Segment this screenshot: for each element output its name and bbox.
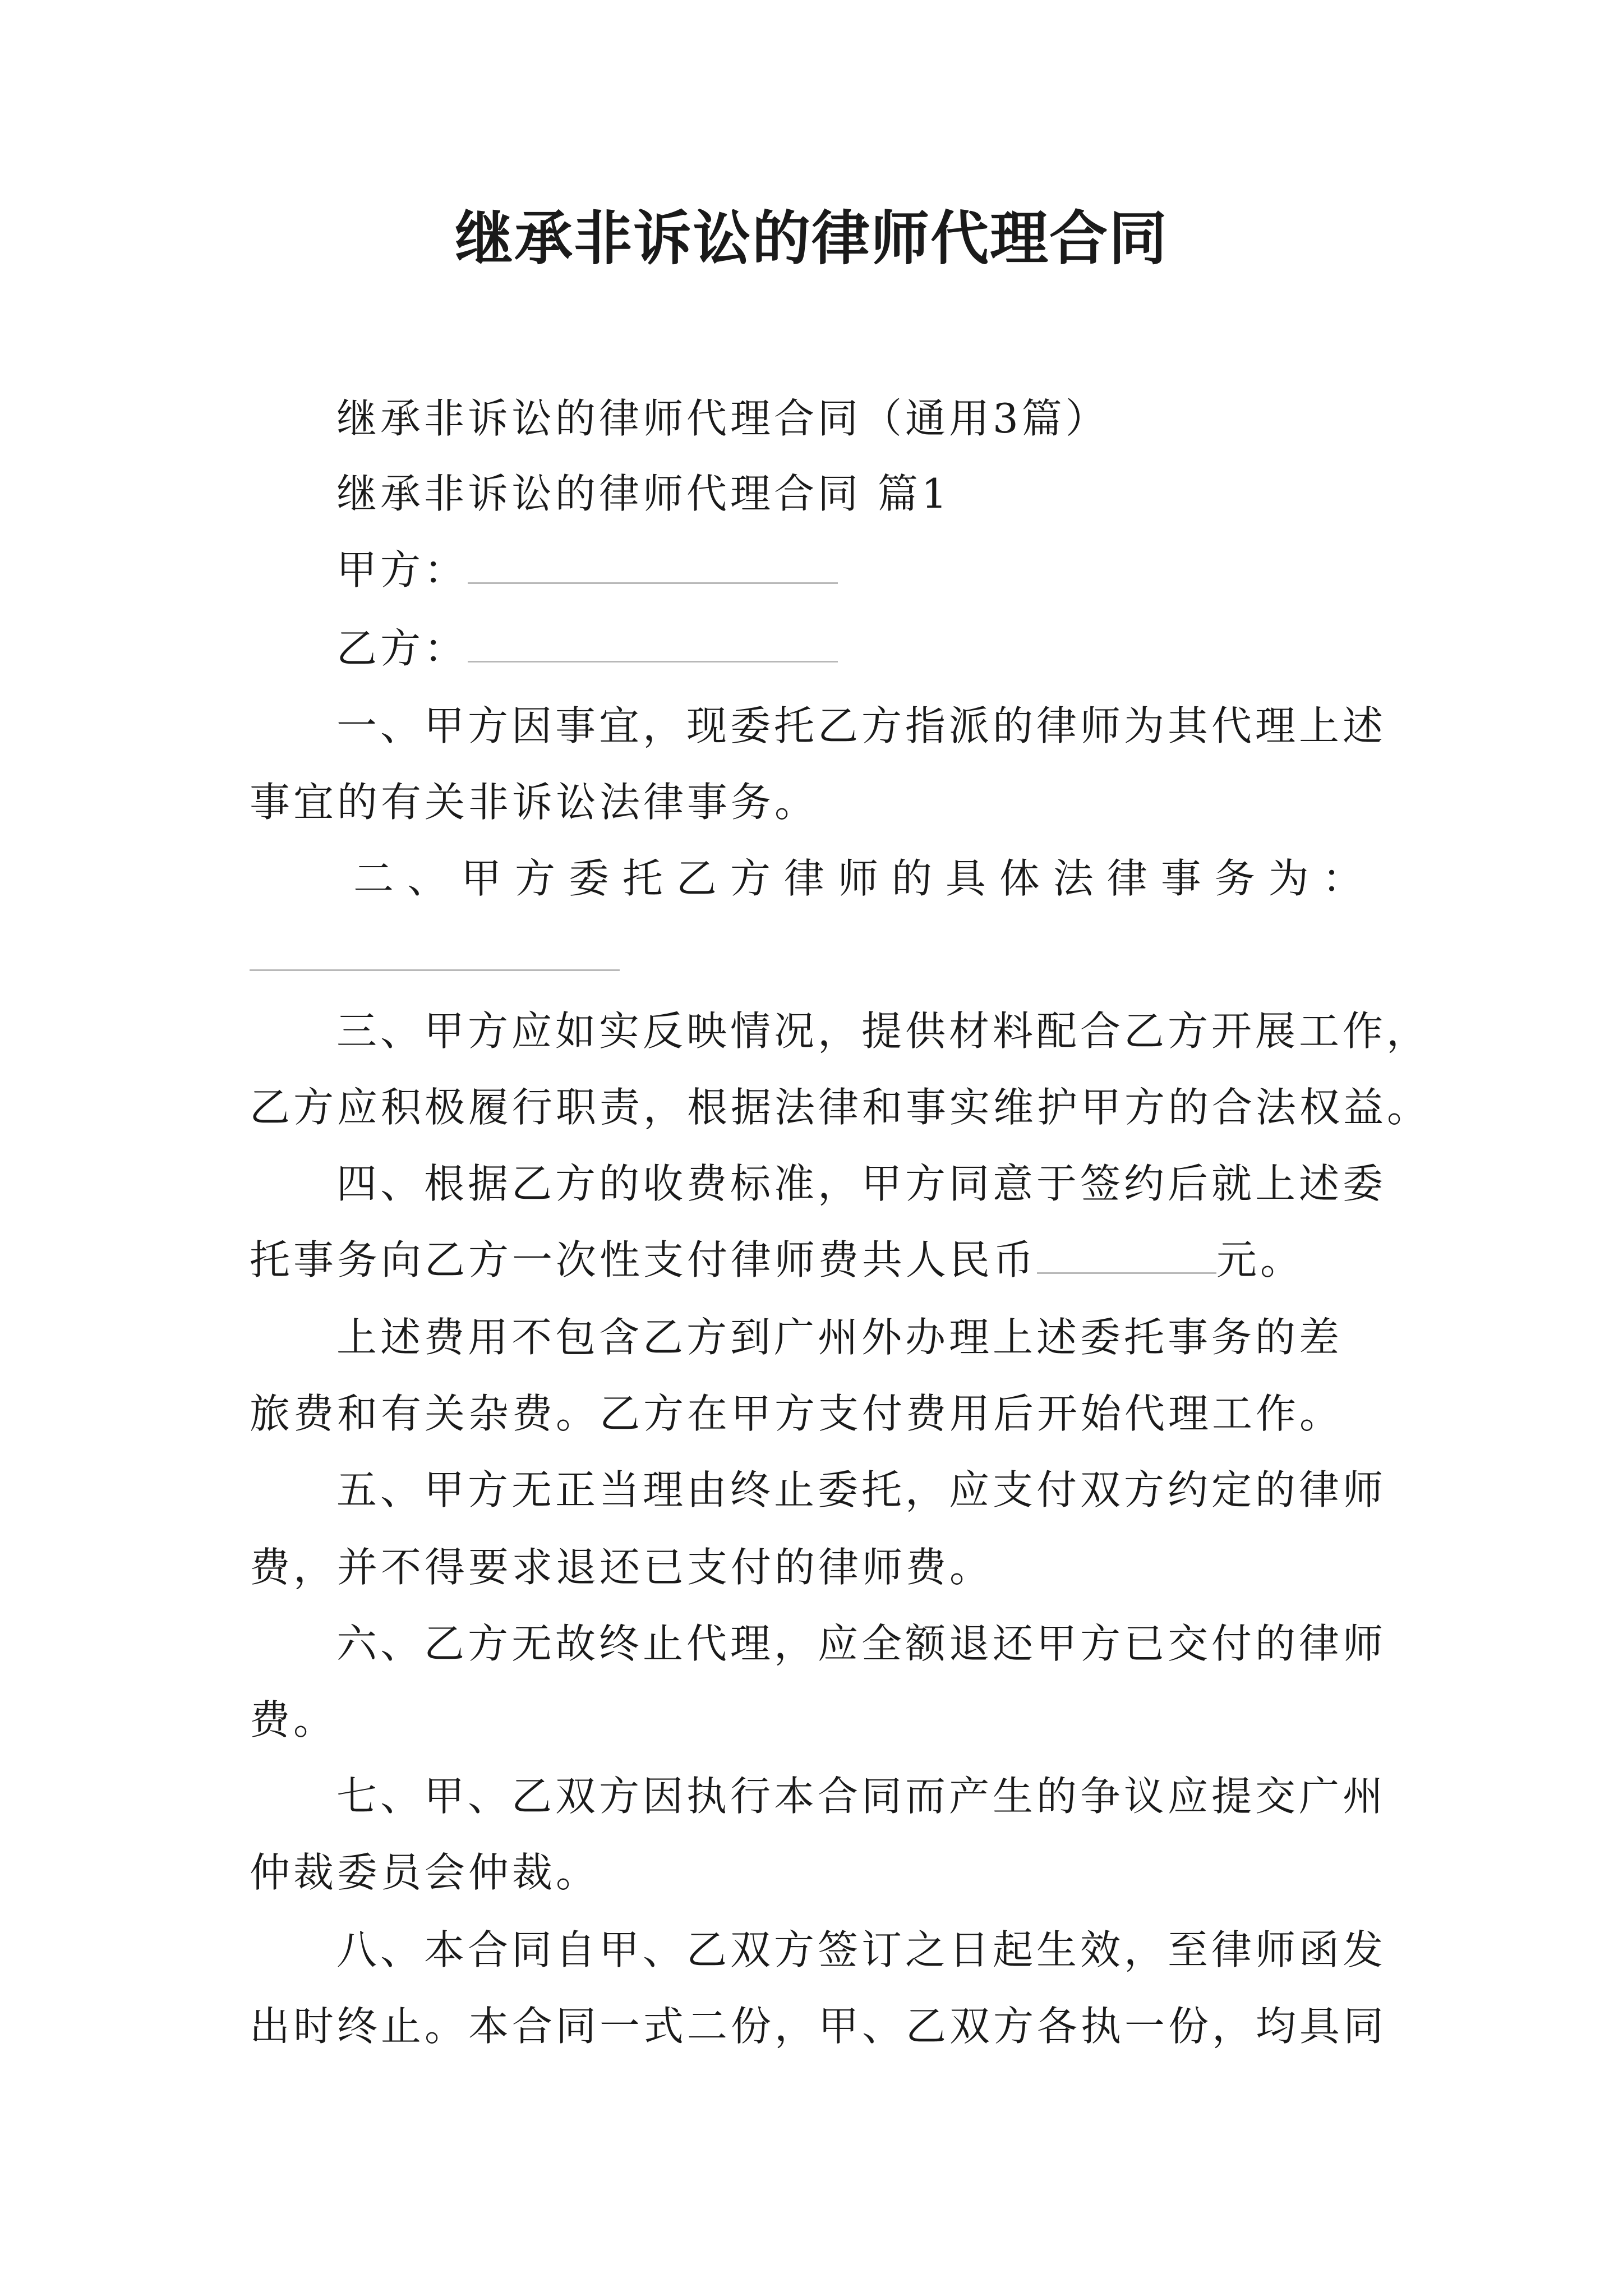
clause-4-line-2 [250,1233,1304,1287]
clause-4-text: 托事务向乙方一次性支付律师费共人民币 [250,1236,1038,1283]
clause-2-char: ： [1322,855,1363,902]
fee-note-line-1: 上述费用不包含乙方到广州外办理上述委托事务的差 [336,1314,1343,1361]
clause-8-line-2: 出时终止。本合同一式二份，甲、乙双方各执一份，均具同 [250,2003,1387,2050]
clause-2-char: 乙 [676,855,717,902]
clause-2-char: 事 [1160,855,1201,902]
clause-2-char: 具 [945,855,986,902]
clause-1-line-2: 事宜的有关非诉讼法律事务。 [250,779,819,826]
party-a-row [336,543,838,597]
clause-2-char: 甲 [460,855,501,902]
clause-4-line-1: 四、根据乙方的收费标准，甲方同意于签约后就上述委 [336,1160,1387,1207]
fee-amount-blank[interactable] [1037,1233,1216,1274]
document-title: 继承非诉讼的律师代理合同 [454,204,1168,273]
clause-2-char: 务 [1214,855,1255,902]
clause-7-line-2: 仲裁委员会仲裁。 [250,1849,600,1896]
clause-3-line-1: 三、甲方应如实反映情况，提供材料配合乙方开展工作， [336,1007,1431,1055]
clause-2-char: 托 [622,855,663,902]
clause-5-line-1: 五、甲方无正当理由终止委托，应支付双方约定的律师 [336,1466,1387,1513]
party-b-blank[interactable] [468,622,838,662]
clause-8-line-1: 八、本合同自甲、乙双方签订之日起生效，至律师函发 [336,1926,1387,1973]
clause-2-char: 的 [891,855,932,902]
clause-2-char: 律 [783,855,824,902]
clause-6-line-2: 费。 [250,1696,338,1743]
party-a-blank[interactable] [468,543,838,584]
clause-2-char: 方 [730,855,771,902]
clause-2-char: 法 [1053,855,1094,902]
clause-2-char: 为 [1268,855,1309,902]
clause-4-suffix: 元。 [1216,1236,1304,1283]
party-a-label: 甲方： [336,546,468,593]
clause-7-line-1: 七、甲、乙双方因执行本合同而产生的争议应提交广州 [336,1773,1387,1820]
clause-2-blank[interactable] [250,969,620,971]
clause-2-line [353,852,1363,905]
clause-1-line-1: 一、甲方因事宜，现委托乙方指派的律师为其代理上述 [336,702,1387,749]
party-b-row [336,622,838,675]
clause-2-char: 二 [353,855,394,902]
clause-2-char: 、 [407,855,448,902]
subtitle: 继承非诉讼的律师代理合同（通用3篇） [336,395,1109,442]
clause-3-line-2: 乙方应积极履行职责，根据法律和事实维护甲方的合法权益。 [250,1084,1431,1131]
clause-2-char: 体 [999,855,1040,902]
clause-2-char: 师 [837,855,878,902]
clause-2-char: 律 [1106,855,1147,902]
clause-5-line-2: 费，并不得要求退还已支付的律师费。 [250,1544,994,1591]
clause-2-char: 委 [568,855,609,902]
fee-note-line-2: 旅费和有关杂费。乙方在甲方支付费用后开始代理工作。 [250,1390,1344,1437]
clause-6-line-1: 六、乙方无故终止代理，应全额退还甲方已交付的律师 [336,1620,1387,1667]
clause-2-char: 方 [514,855,555,902]
party-b-label: 乙方： [336,625,468,672]
part-heading: 继承非诉讼的律师代理合同 篇1 [336,470,951,517]
